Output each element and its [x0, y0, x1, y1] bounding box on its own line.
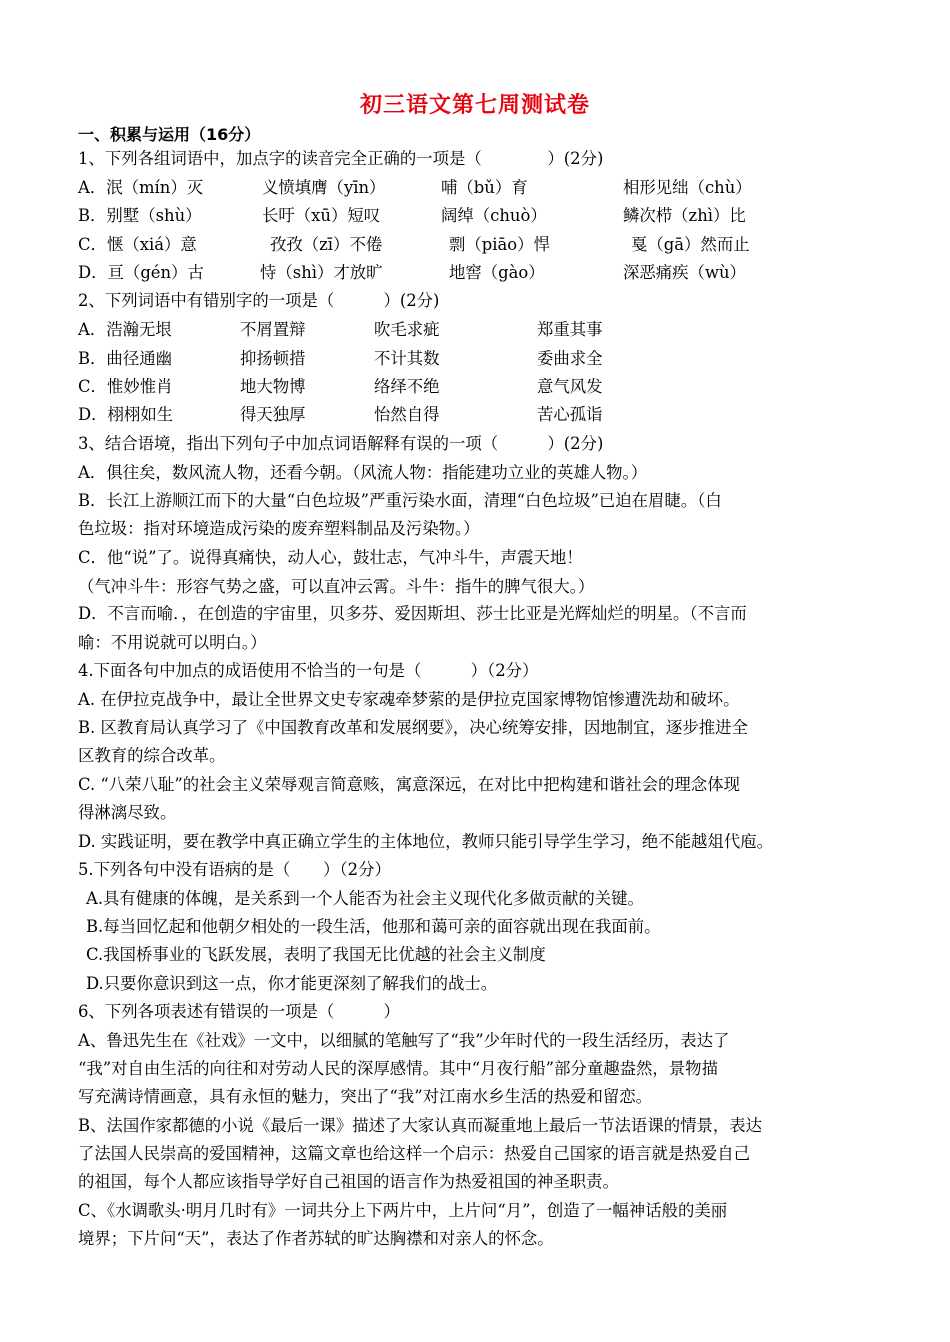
- q1-option-c-1: C．惬（xiá）意: [78, 235, 197, 254]
- q2-option-b-2: 抑扬顿措: [240, 349, 306, 368]
- q2-option-b-3: 不计其数: [374, 349, 440, 368]
- q6-option-b-line2: 了法国人民崇高的爱国精神，这篇文章也给这样一个启示：热爱自己国家的语言就是热爱自己: [78, 1144, 751, 1163]
- q2-option-a-1: A．浩瀚无垠: [78, 320, 172, 339]
- q2-option-c-1: C．惟妙惟肖: [78, 377, 173, 396]
- q6-option-a-line3: 写充满诗情画意，具有永恒的魅力，突出了“我”对江南水乡生活的热爱和留恋。: [78, 1087, 653, 1106]
- q4-option-c-line1: C. “八荣八耻”的社会主义荣辱观言简意赅，寓意深远，在对比中把构建和谐社会的理念体现: [78, 775, 740, 794]
- q2-option-d-2: 得天独厚: [240, 405, 306, 424]
- q2-option-b-4: 委曲求全: [537, 349, 603, 368]
- q3-option-c-line2: （气冲斗牛：形容气势之盛，可以直冲云霄。斗牛：指牛的脾气很大。）: [78, 577, 595, 596]
- q1-option-a-1: A．泯（mín）灭: [78, 178, 204, 197]
- q3-option-b-line1: B．长江上游顺江而下的大量“白色垃圾”严重污染水面，清理“白色垃圾”已迫在眉睫。（白: [78, 491, 722, 510]
- q1-option-a-4: 相形见绌（chù）: [623, 178, 752, 197]
- q2-option-c-2: 地大物博: [240, 377, 306, 396]
- q1-option-b-2: 长吁（xū）短叹: [262, 206, 381, 225]
- q2-option-c-3: 络绎不绝: [374, 377, 440, 396]
- q2-option-a-4: 郑重其事: [537, 320, 603, 339]
- q3-option-d-line2: 喻：不用说就可以明白。）: [78, 633, 267, 652]
- q1-option-a-2: 义愤填膺（yīn）: [262, 178, 386, 197]
- q6-option-b-line1: B、法国作家都德的小说《最后一课》描述了大家认真而凝重地上最后一节法语课的情景，表达: [78, 1116, 763, 1135]
- q6-option-c-line2: 境界；下片问“天”，表达了作者苏轼的旷达胸襟和对亲人的怀念。: [78, 1229, 554, 1248]
- q1-option-d-4: 深恶痛疾（wù）: [623, 263, 746, 282]
- q5-option-a: A.具有健康的体魄，是关系到一个人能否为社会主义现代化多做贡献的关键。: [86, 889, 644, 908]
- q1-option-b-4: 鳞次栉（zhì）比: [623, 206, 746, 225]
- question-3-stem: 3、结合语境，指出下列句子中加点词语解释有误的一项（ ）(2分): [78, 434, 604, 453]
- q1-option-b-1: B．别墅（shù）: [78, 206, 202, 225]
- q4-option-b-line2: 区教育的综合改革。: [78, 746, 226, 765]
- question-5-stem: 5.下列各句中没有语病的是（ ）（2分）: [78, 860, 391, 879]
- q3-option-b-line2: 色垃圾：指对环境造成污染的废弃塑料制品及污染物。）: [78, 519, 480, 538]
- question-1-stem: 1、下列各组词语中，加点字的读音完全正确的一项是（ ）(2分): [78, 149, 604, 168]
- q1-option-b-3: 阔绰（chuò）: [441, 206, 547, 225]
- q4-option-a: A. 在伊拉克战争中，最让全世界文史专家魂牵梦萦的是伊拉克国家博物馆惨遭洗劫和破坏。: [78, 690, 740, 709]
- q2-option-d-1: D．栩栩如生: [78, 405, 174, 424]
- q1-option-a-3: 哺（bǔ）育: [441, 178, 528, 197]
- q2-option-b-1: B．曲径通幽: [78, 349, 172, 368]
- q4-option-c-line2: 得淋漓尽致。: [78, 803, 177, 822]
- q2-option-a-2: 不屑置辩: [240, 320, 306, 339]
- q2-option-a-3: 吹毛求疵: [374, 320, 440, 339]
- q6-option-b-line3: 的祖国，每个人都应该指导学好自己祖国的语言作为热爱祖国的神圣职责。: [78, 1172, 619, 1191]
- question-4-stem: 4.下面各句中加点的成语使用不恰当的一句是（ ）（2分）: [78, 661, 539, 680]
- q6-option-a-line1: A、鲁迅先生在《社戏》一文中，以细腻的笔触写了“我”少年时代的一段生活经历，表达了: [78, 1031, 730, 1050]
- q1-option-d-3: 地窖（gào）: [449, 263, 545, 282]
- q2-option-d-3: 怡然自得: [374, 405, 440, 424]
- q5-option-b: B.每当回忆起和他朝夕相处的一段生活，他那和蔼可亲的面容就出现在我面前。: [86, 917, 661, 936]
- q5-option-d: D.只要你意识到这一点，你才能更深刻了解我们的战士。: [86, 974, 498, 993]
- q1-option-d-2: 恃（shì）才放旷: [260, 263, 383, 282]
- q2-option-c-4: 意气风发: [537, 377, 603, 396]
- q1-option-c-4: 戛（gā）然而止: [631, 235, 750, 254]
- q1-option-c-2: 孜孜（zī）不倦: [270, 235, 383, 254]
- q1-option-c-3: 剽（piāo）悍: [449, 235, 550, 254]
- page-title: 初三语文第七周测试卷: [359, 93, 590, 118]
- q4-option-d: D. 实践证明，要在教学中真正确立学生的主体地位，教师只能引导学生学习，绝不能越俎代庖。: [78, 832, 773, 851]
- q6-option-a-line2: “我”对自由生活的向往和对劳动人民的深厚感情。其中“月夜行船”部分童趣盎然，景物描: [78, 1059, 718, 1078]
- q6-option-c-line1: C、《水调歌头·明月几时有》一词共分上下两片中，上片问“月”，创造了一幅神话般的美丽: [78, 1201, 728, 1220]
- q4-option-b-line1: B. 区教育局认真学习了《中国教育改革和发展纲要》，决心统筹安排，因地制宜，逐步推进全: [78, 718, 748, 737]
- question-2-stem: 2、下列词语中有错别字的一项是（ ）(2分): [78, 291, 440, 310]
- q2-option-d-4: 苦心孤诣: [537, 405, 603, 424]
- question-6-stem: 6、下列各项表述有错误的一项是（ ）: [78, 1002, 400, 1021]
- q3-option-a: A．俱往矣，数风流人物，还看今朝。（风流人物：指能建功立业的英雄人物。）: [78, 463, 648, 482]
- q3-option-c-line1: C．他“说”了。说得真痛快，动人心，鼓壮志，气冲斗牛，声震天地！: [78, 548, 583, 567]
- q1-option-d-1: D．亘（gén）古: [78, 263, 204, 282]
- section-heading: 一、积累与运用（16分）: [78, 125, 261, 144]
- q5-option-c: C.我国桥事业的飞跃发展，表明了我国无比优越的社会主义制度: [86, 945, 546, 964]
- q3-option-d-line1: D．不言而喻．，在创造的宇宙里，贝多芬、爱因斯坦、莎士比亚是光辉灿烂的明星。（不言而: [78, 604, 747, 623]
